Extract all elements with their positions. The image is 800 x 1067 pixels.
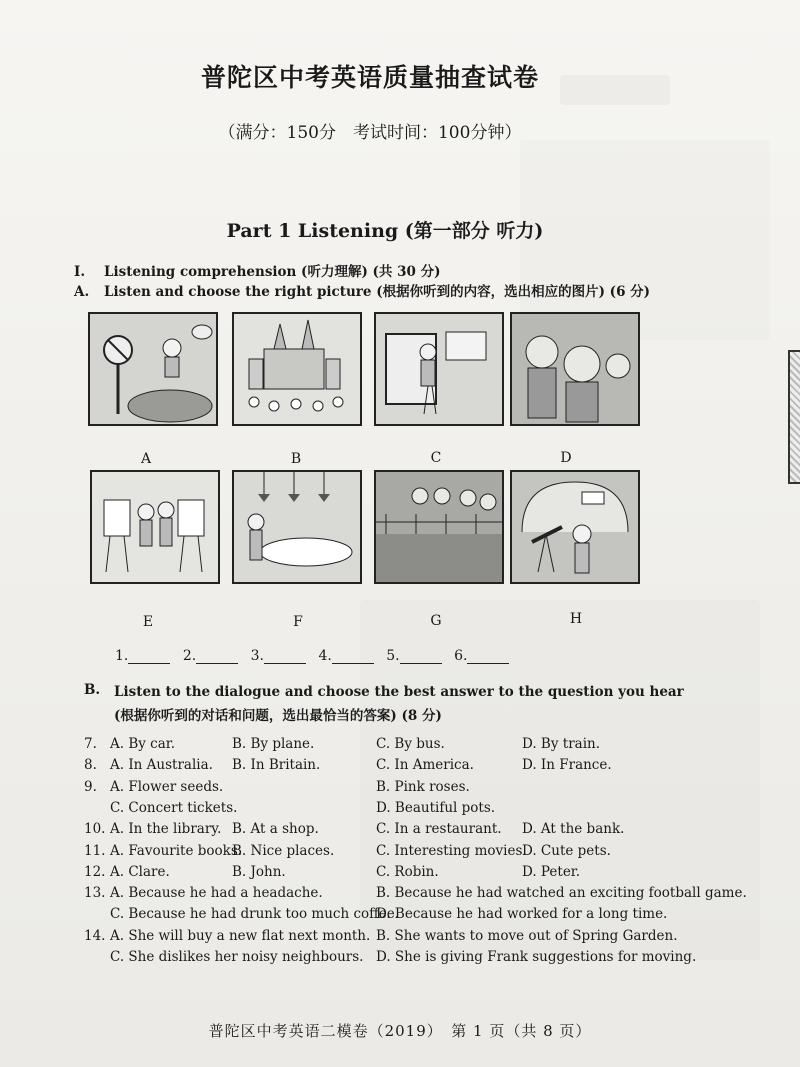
answer-option[interactable]: D. By train. [522,736,600,752]
answer-option[interactable]: A. Because he had a headache. [110,885,323,902]
picture-label-c: C [430,450,442,466]
section-A-heading [74,280,650,300]
answer-option[interactable]: D. She is giving Frank suggestions for moving. [376,949,697,965]
question-number: 8. [84,757,97,774]
answer-blank-3[interactable] [264,649,306,664]
picture-label-a: A [140,451,152,467]
question-number: 10. [84,821,106,838]
answer-option[interactable]: C. In America. [376,757,474,774]
blank-number: 5. [386,648,400,664]
answer-option[interactable]: D. Beautiful pots. [376,799,496,816]
garden-picture [376,472,502,582]
telescope-picture [512,472,638,582]
answer-option[interactable]: B. Pink roses. [376,778,470,795]
picture-b [232,312,362,426]
part-title: Part 1 Listening (第一部分 听力) [226,220,544,242]
picture-d [510,312,640,426]
question-number: 11. [84,842,106,859]
answer-blank-4[interactable] [332,649,374,664]
answer-option[interactable]: C. She dislikes her noisy neighbours. [110,949,364,965]
answer-option[interactable]: C. In a restaurant. [376,821,502,838]
answer-blank-1[interactable] [128,649,170,664]
answer-option[interactable]: B. She wants to move out of Spring Garden. [376,927,678,944]
page-footer: 普陀区中考英语二模卷（2019） 第 1 页（共 8 页） [208,1022,592,1040]
question-number: 12. [84,863,106,880]
picture-label-b: B [290,451,302,467]
question-number: 9. [84,778,97,795]
answer-option[interactable]: D. Peter. [522,863,581,880]
picture-label-h: H [569,611,583,627]
blank-number: 3. [250,648,264,664]
family-picture [512,314,638,424]
picture-e [90,470,220,584]
page-title: 普陀区中考英语质量抽查试卷 [200,63,539,92]
answer-option[interactable]: D. Because he had worked for a long time. [376,906,668,923]
picture-g [374,470,504,584]
blank-number: 1. [115,648,129,664]
answer-blank-5[interactable] [400,649,442,664]
picture-h [510,470,640,584]
section-number: I. [74,264,86,280]
question-number: 14. [84,927,106,944]
answer-option[interactable]: A. In the library. [110,821,222,838]
answer-option[interactable]: B. In Britain. [232,757,321,774]
answer-option[interactable]: B. By plane. [232,736,315,752]
answer-option[interactable]: C. Interesting movies. [376,842,527,859]
answer-option[interactable]: A. Flower seeds. [110,778,224,795]
answer-option[interactable]: A. Favourite books. [110,842,243,859]
castle-picture [234,314,360,424]
answer-option[interactable]: B. John. [232,863,286,880]
answer-option[interactable]: C. Because he had drunk too much coffee. [110,906,400,923]
section-I-heading [74,260,441,280]
section-text: Listening comprehension (听力理解) (共 30 分) [104,264,441,280]
answer-option[interactable]: C. Concert tickets. [110,799,238,816]
answer-option[interactable]: C. By bus. [376,736,445,752]
binding-edge-mark [788,350,800,484]
painting-picture [92,472,218,582]
answer-option[interactable]: D. Cute pets. [522,842,611,859]
picture-c [374,312,504,426]
answer-blanks [115,648,517,664]
question-number: 7. [84,736,97,752]
answer-option[interactable]: A. Clare. [110,863,170,880]
answer-option[interactable]: D. At the bank. [522,821,625,838]
picture-label-e: E [142,614,154,630]
answer-option[interactable]: C. Robin. [376,863,439,880]
answer-option[interactable]: A. By car. [110,736,176,752]
section-number: A. [74,284,90,300]
restaurant-picture [234,472,360,582]
answer-option[interactable]: B. Because he had watched an exciting football game. [376,885,747,902]
no-swimming-picture [90,314,216,424]
picture-a [88,312,218,426]
window-cleaning-picture [376,314,502,424]
answer-option[interactable]: B. At a shop. [232,821,319,838]
blank-number: 4. [318,648,332,664]
answer-option[interactable]: A. She will buy a new flat next month. [110,927,371,944]
answer-option[interactable]: A. In Australia. [110,757,213,774]
answer-option[interactable]: B. Nice places. [232,842,335,859]
question-number: 13. [84,885,106,902]
section-text: Listen and choose the right picture (根据你听到的内容，选出相应的图片) (6 分) [104,284,651,300]
section-B-number: B. [84,682,101,698]
blank-number: 6. [454,648,468,664]
picture-label-g: G [430,613,442,629]
section-B-heading: Listen to the dialogue and choose the best answer to the question you hear (根据你听到的对话和问题，选出最恰当的答案) (8 分) [114,684,684,724]
answer-blank-6[interactable] [467,649,509,664]
picture-label-d: D [560,450,572,466]
picture-label-f: F [293,614,303,630]
blank-number: 2. [182,648,197,664]
answer-blank-2[interactable] [196,649,238,664]
page-subtitle: （满分：150分 考试时间：100分钟） [218,123,522,143]
answer-option[interactable]: D. In France. [522,757,612,774]
picture-f [232,470,362,584]
